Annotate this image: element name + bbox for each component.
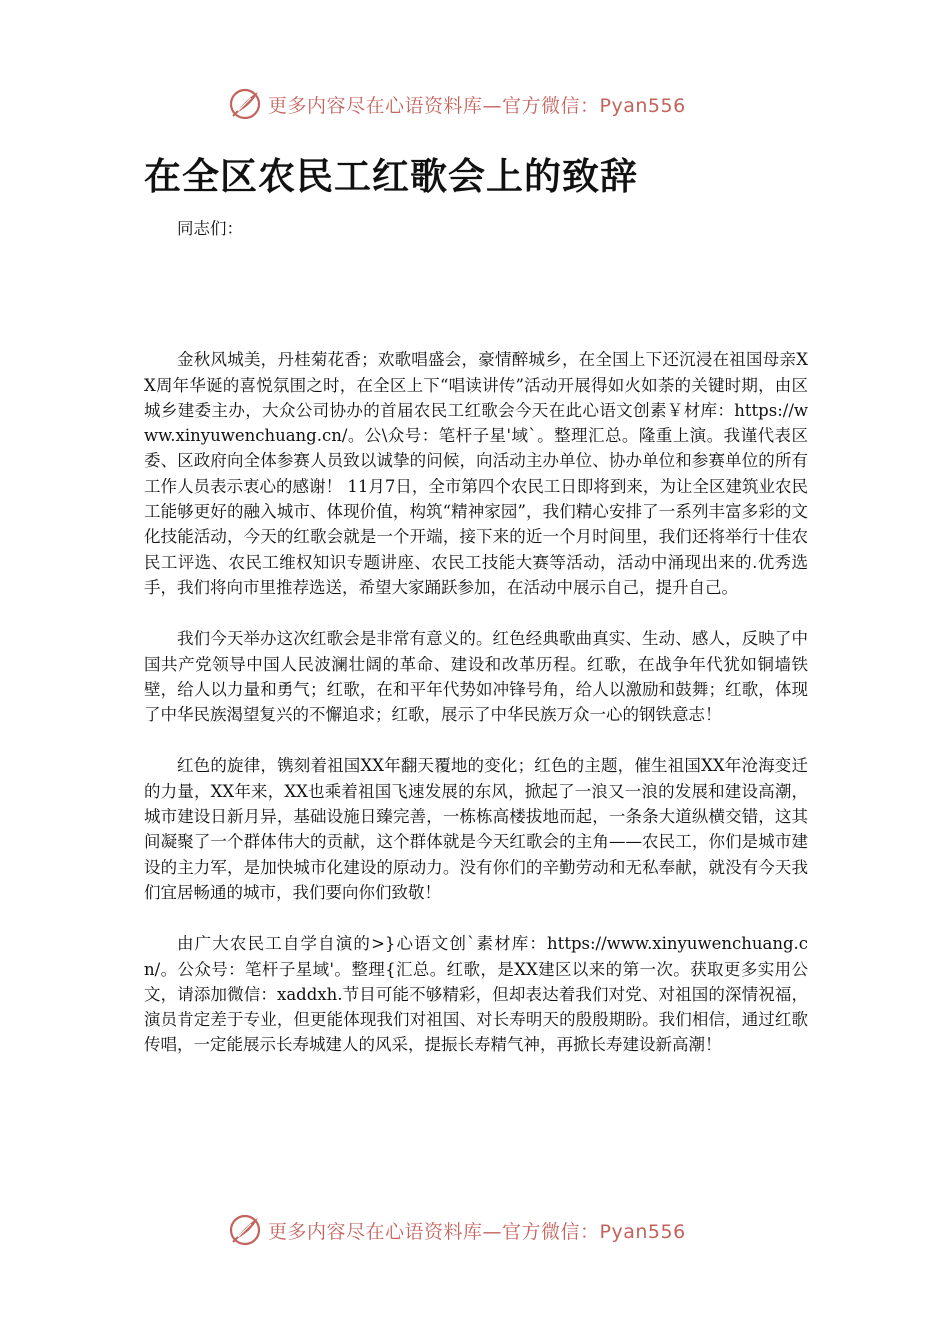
paragraph-2: 我们今天举办这次红歌会是非常有意义的。红色经典歌曲真实、生动、感人，反映了中国共产党领导中国人民波澜壮阔的革命、建设和改革历程。红歌，在战争年代犹如铜墙铁壁，给人以力量和勇气；红歌，在和平年代势如冲锋号角，给人以激励和鼓舞；红歌，体现了中华民族渴望复兴的不懈追求；红歌，展示了中华民族万众一心的钢铁意志！ <box>144 629 808 725</box>
footer-banner <box>228 1210 748 1250</box>
paragraph-3: 红色的旋律，镌刻着祖国XX年翻天覆地的变化；红色的主题，催生祖国XX年沧海变迁的力量，XX年来，XX也乘着祖国飞速发展的东风，掀起了一浪又一浪的发展和建设高潮，城市建设日新月异，基础设施日臻完善，一栋栋高楼拔地而起，一条条大道纵横交错，这其间凝聚了一个群体伟大的贡献，这个群体就是今天红歌会的主角——农民工，你们是城市建设的主力军，是加快城市化建设的原动力。没有你们的辛勤劳动和无私奉献，就没有今天我们宜居畅通的城市，我们要向你们致敬！ <box>144 756 808 902</box>
banner-wechat-id: Pyan556 <box>599 1220 686 1243</box>
banner-text: 更多内容尽在心语资料库—官方微信：Pyan556 <box>268 94 686 117</box>
feather-pen-logo-icon <box>228 87 262 121</box>
paragraph-4: 由广大农民工自学自演的>}心语文创`素材库：https://www.xinyuwenchuang.cn/。公众号：笔杆子星域'。整理{汇总。红歌，是XX建区以来的第一次。获取更多实用公文，请添加微信：xaddxh.节目可能不够精彩，但却表达着我们对党、对祖国的深情祝福，演员肯定差于专业，但更能体现我们对祖国、对长寿明天的殷殷期盼。我们相信，通过红歌传唱，一定能展示长寿城建人的风采，提振长寿精气神，再掀长寿建设新高潮！ <box>144 934 808 1055</box>
header-banner <box>228 84 748 124</box>
banner-wechat-id: Pyan556 <box>599 94 686 117</box>
feather-pen-logo-icon <box>228 1213 262 1247</box>
document-title: 在全区农民工红歌会上的致辞 <box>144 155 638 198</box>
salutation: 同志们： <box>177 219 243 238</box>
banner-text: 更多内容尽在心语资料库—官方微信：Pyan556 <box>268 1220 686 1243</box>
paragraph-1: 金秋风城美，丹桂菊花香；欢歌唱盛会，豪情醉城乡，在全国上下还沉浸在祖国母亲XX周年华诞的喜悦氛围之时，在全区上下“唱读讲传”活动开展得如火如荼的关键时期，由区城乡建委主办，大众公司协办的首届农民工红歌会今天在此心语文创素￥材库：https://www.xinyuwenchuang.cn/。公\众号：笔杆子星'域`。整理汇总。隆重上演。我谨代表区委、区政府向全体参赛人员致以诚挚的问候，向活动主办单位、协办单位和参赛单位的所有工作人员表示衷心的感谢！ 11月7日，全市第四个农民工日即将到来，为让全区建筑业农民工能够更好的融入城市、体现价值，构筑“精神家园”，我们精心安排了一系列丰富多彩的文化技能活动，今天的红歌会就是一个开端，接下来的近一个月时间里，我们还将举行十佳农民工评选、农民工维权知识专题讲座、农民工技能大赛等活动，活动中涌现出来的.优秀选手，我们将向市里推荐选送，希望大家踊跃参加，在活动中展示自己，提升自己。 <box>144 350 808 597</box>
document-body <box>144 216 808 1084</box>
